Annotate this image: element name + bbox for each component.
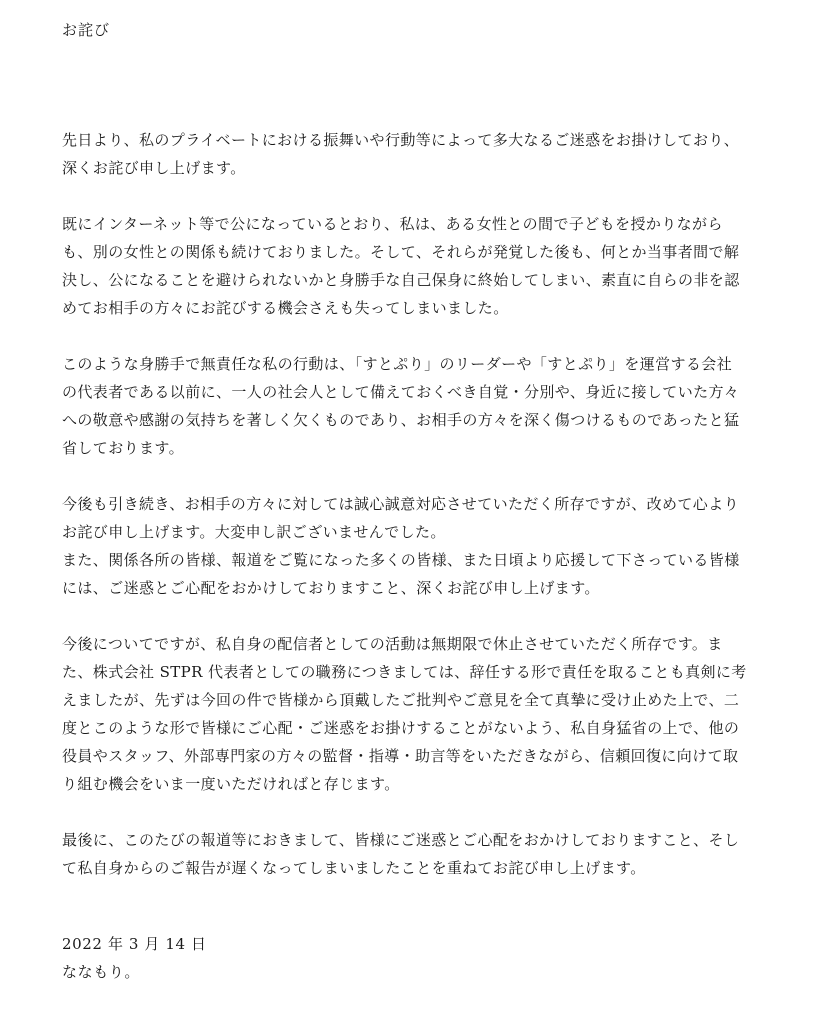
paragraph-line: も、別の女性との関係も続けておりました。そして、それらが発覚した後も、何とか当事者間で解 <box>62 243 740 261</box>
paragraph-line: の代表者である以前に、一人の社会人として備えておくべき自覚・分別や、身近に接していた方々 <box>62 383 740 401</box>
paragraph-line: 既にインターネット等で公になっているとおり、私は、ある女性との間で子どもを授かりながら <box>62 215 723 233</box>
paragraph-4 <box>62 490 778 602</box>
paragraph-line: 最後に、このたびの報道等におきまして、皆様にご迷惑とご心配をおかけしておりますこと、そし <box>62 831 740 849</box>
paragraph-line: 決し、公になることを避けられないかと身勝手な自己保身に終始してしまい、素直に自らの非を認 <box>62 271 740 289</box>
paragraph-line: 先日より、私のプライベートにおける振舞いや行動等によって多大なるご迷惑をお掛けしており、 <box>62 131 740 149</box>
paragraph-line: 今後も引き続き、お相手の方々に対しては誠心誠意対応させていただく所存ですが、改めて心より <box>62 495 740 513</box>
paragraph-line: 度とこのような形で皆様にご心配・ご迷惑をお掛けすることがないよう、私自身猛省の上で、他の <box>62 719 740 737</box>
paragraph-line: えましたが、先ずは今回の件で皆様から頂戴したご批判やご意見を全て真摯に受け止めた上で、二 <box>62 691 740 709</box>
paragraph-2 <box>62 210 778 322</box>
document-body <box>62 126 778 910</box>
paragraph-line: への敬意や感謝の気持ちを著しく欠くものであり、お相手の方々を深く傷つけるものであったと猛 <box>62 411 740 429</box>
paragraph-5 <box>62 630 778 798</box>
paragraph-line: このような身勝手で無責任な私の行動は、「すとぷり」のリーダーや「すとぷり」を運営する会社 <box>62 355 733 373</box>
paragraph-line: お詫び申し上げます。大変申し訳ございませんでした。 <box>62 523 446 541</box>
paragraph-line: めてお相手の方々にお詫びする機会さえも失ってしまいました。 <box>62 299 509 317</box>
signature: ななもり。 <box>62 963 141 981</box>
paragraph-3 <box>62 350 778 462</box>
paragraph-6 <box>62 826 778 882</box>
paragraph-line: り組む機会をいま一度いただければと存じます。 <box>62 775 400 793</box>
paragraph-line: 役員やスタッフ、外部専門家の方々の監督・指導・助言等をいただきながら、信頼回復に向けて取 <box>62 747 739 765</box>
paragraph-1 <box>62 126 778 182</box>
closing-block <box>62 930 207 986</box>
paragraph-line: 深くお詫び申し上げます。 <box>62 159 246 177</box>
paragraph-line: た、株式会社 STPR 代表者としての職務につきましては、辞任する形で責任を取ることも真剣に考 <box>62 663 747 681</box>
document-date: 2022 年 3 月 14 日 <box>62 935 207 953</box>
paragraph-line: には、ご迷惑とご心配をおかけしておりますこと、深くお詫び申し上げます。 <box>62 579 600 597</box>
paragraph-line: て私自身からのご報告が遅くなってしまいましたことを重ねてお詫び申し上げます。 <box>62 859 646 877</box>
paragraph-line: 今後についてですが、私自身の配信者としての活動は無期限で休止させていただく所存です。ま <box>62 635 723 653</box>
paragraph-line: また、関係各所の皆様、報道をご覧になった多くの皆様、また日頃より応援して下さっている皆様 <box>62 551 740 569</box>
document-title: お詫び <box>62 21 111 39</box>
paragraph-line: 省しております。 <box>62 439 185 457</box>
